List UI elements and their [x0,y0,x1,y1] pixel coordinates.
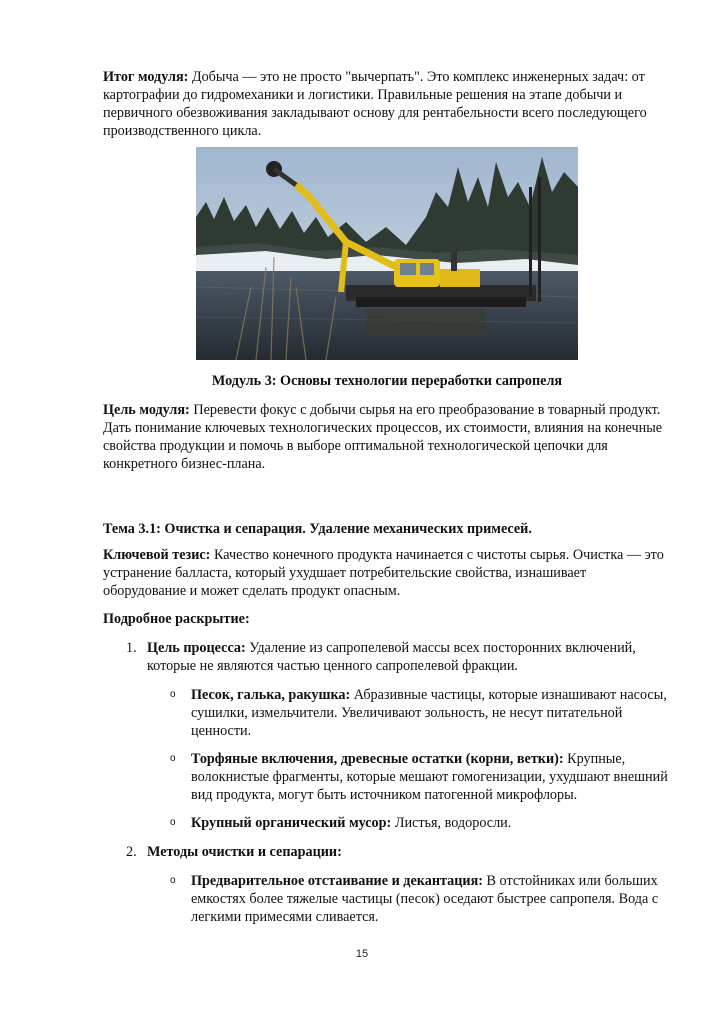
list-number: 1. [126,640,137,656]
sub-item-label: Крупный органический мусор: [191,815,392,831]
sub-list-item [103,872,671,926]
module-summary [103,68,671,140]
photo-illustration [196,147,578,360]
photo-container [103,147,671,360]
topic-title: Тема 3.1: Очистка и сепарация. Удаление механических примесей. [103,521,532,537]
dredging-machine-photo [196,147,578,360]
thesis-text: Качество конечного продукта начинается с чистоты сырья. Очистка — это устранение балласта, который ухудшает потребительские свойства, изнашивает оборудование и может сделать продукт опасным. [103,547,664,599]
circle-bullet-icon: o [170,753,176,764]
sub-item-text: Абразивные частицы, которые изнашивают насосы, сушилки, измельчители. Увеличивают зольность, не несут питательной ценности. [191,687,667,739]
circle-bullet-icon: o [170,875,176,886]
list-item-label: Цель процесса: [147,640,246,656]
sub-item-text: Крупные, волокнистые фрагменты, которые мешают гомогенизации, ухудшают внешний вид продукта, могут быть источником патогенной микрофлоры. [191,751,668,803]
list-item [103,639,671,675]
summary-text: Добыча — это не просто "вычерпать". Это комплекс инженерных задач: от картографии до гидромеханики и логистики. Правильные решения на этапе добычи и первичного обезвоживания закладывают основу для рентабельности всего последующего производственного цикла. [103,69,647,139]
sub-list-item [103,686,671,740]
circle-bullet-icon: o [170,817,176,828]
circle-bullet-icon: o [170,689,176,700]
goal-text: Перевести фокус с добычи сырья на его преобразование в товарный продукт. Дать понимание ключевых технологических процессов, их стоимости, влияния на конечные свойства продукции и помочь в выборе оптимальной технологической цепочки для конкретного бизнес-плана. [103,402,663,472]
detail-heading: Подробное раскрытие: [103,611,250,627]
module-goal [103,401,671,473]
sub-list-item [103,814,671,832]
sub-item-text: Листья, водоросли. [391,815,512,831]
sub-item-text: В отстойниках или больших емкостях более тяжелые частицы (песок) оседают быстрее сапропеля. Вода с легкими примесями сливается. [191,873,659,925]
page-content [103,68,671,926]
goal-label: Цель модуля: [103,402,190,418]
sub-item-label: Песок, галька, ракушка: [191,687,351,703]
sub-list-item [103,750,671,804]
list-number: 2. [126,844,137,860]
list-item-text: Удаление из сапропелевой массы всех посторонних включений, которые не являются частью ценного сапропелевой фракции. [147,640,636,674]
sub-item-label: Предварительное отстаивание и декантация: [191,873,483,889]
list-item [103,843,671,861]
sub-item-label: Торфяные включения, древесные остатки (корни, ветки): [191,751,564,767]
list-item-label: Методы очистки и сепарации: [147,844,342,860]
thesis-label: Ключевой тезис: [103,547,211,563]
page-number: 15 [355,948,369,960]
key-thesis [103,546,671,600]
summary-label: Итог модуля: [103,69,189,85]
module-title: Модуль 3: Основы технологии переработки сапропеля [211,373,563,389]
